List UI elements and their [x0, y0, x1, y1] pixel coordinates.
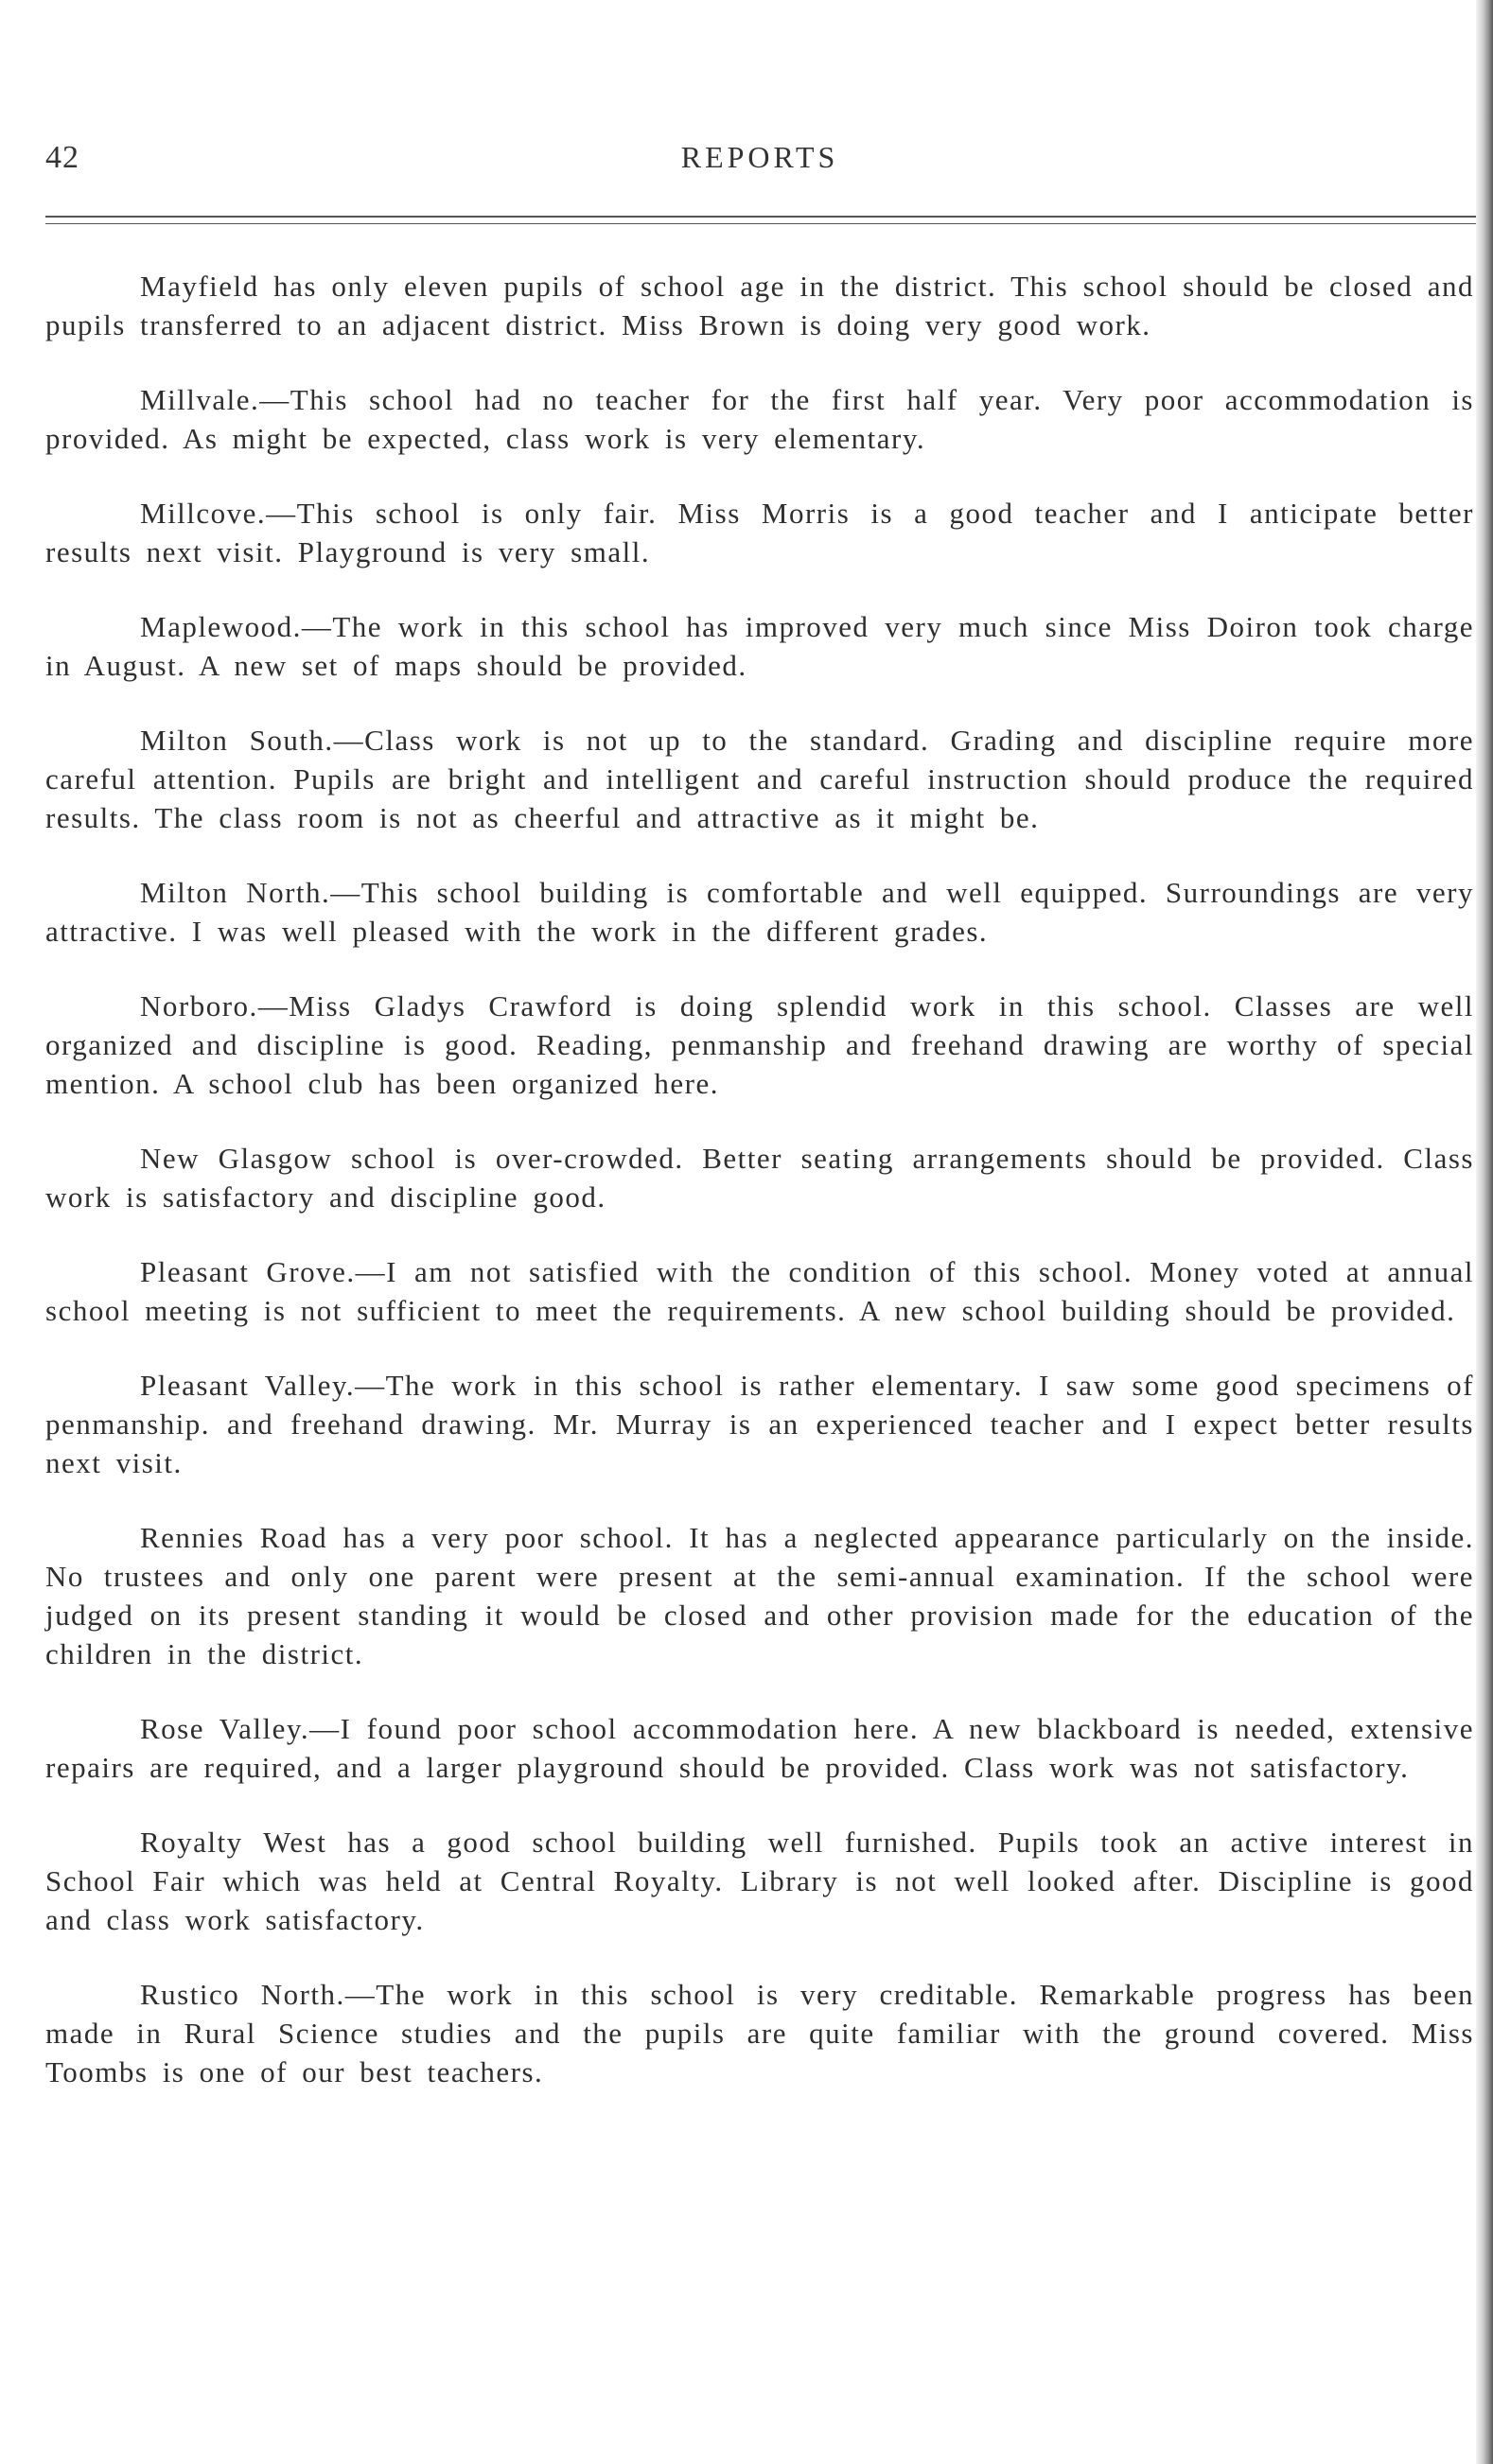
paragraph-maplewood: Maplewood.—The work in this school has improved very much since Miss Doiron took charge in August. A new set of maps should be provided. — [45, 610, 1474, 682]
paragraph-norboro: Norboro.—Miss Gladys Crawford is doing splendid work in this school. Classes are well organized and discipline is good. Reading, penmanship and freehand drawing are worthy of special mention. A school club has been organized here. — [45, 989, 1474, 1100]
paragraph-millcove: Millcove.—This school is only fair. Miss Morris is a good teacher and I anticipate better results next visit. Playground is very small. — [45, 497, 1474, 568]
paragraph-millvale: Millvale.—This school had no teacher for the first half year. Very poor accommodation is provided. As might be expected, class work is very elementary. — [45, 383, 1474, 455]
paragraph-mayfield: Mayfield has only eleven pupils of school age in the district. This school should be closed and pupils transferred to an adjacent district. Miss Brown is doing very good work. — [45, 270, 1474, 341]
paragraph-rustico-north: Rustico North.—The work in this school is very creditable. Remarkable progress has been made in Rural Science studies and the pupils are quite familiar with the ground covered. Miss Toombs is one of our best teachers. — [45, 1978, 1474, 2088]
paragraph-pleasant-grove: Pleasant Grove.—I am not satisfied with the condition of this school. Money voted at annual school meeting is not sufficient to meet the requirements. A new school building should be provided. — [45, 1255, 1474, 1327]
page-header — [45, 140, 1474, 182]
paragraph-royalty-west: Royalty West has a good school building well furnished. Pupils took an active interest in School Fair which was held at Central Royalty. Library is not well looked after. Discipline is good and class work satisfactory. — [45, 1826, 1474, 1936]
paragraph-rennies-road: Rennies Road has a very poor school. It has a neglected appearance particularly on the inside. No trustees and only one parent were present at the semi-annual examination. If the school were judged on its present standing it would be closed and other provision made for the education of the children in the district. — [45, 1521, 1474, 1670]
paragraph-milton-north: Milton North.—This school building is comfortable and well equipped. Surroundings are very attractive. I was well pleased with the work in the different grades. — [45, 876, 1474, 948]
report-body — [45, 267, 1474, 2127]
header-rule — [45, 216, 1476, 218]
header-rule-thin — [45, 223, 1476, 224]
running-title: REPORTS — [680, 140, 839, 174]
paragraph-rose-valley: Rose Valley.—I found poor school accommodation here. A new blackboard is needed, extensive repairs are required, and a larger playground should be provided. Class work was not satisfactory. — [45, 1712, 1474, 1784]
page-number: 42 — [45, 140, 79, 175]
page-edge-shadow — [1476, 0, 1493, 2464]
paragraph-new-glasgow: New Glasgow school is over-crowded. Better seating arrangements should be provided. Class work is satisfactory and discipline good. — [45, 1142, 1474, 1214]
paragraph-milton-south: Milton South.—Class work is not up to the standard. Grading and discipline require more careful attention. Pupils are bright and intelligent and careful instruction should produce the required results. The class room is not as cheerful and attractive as it might be. — [45, 724, 1474, 834]
paragraph-pleasant-valley: Pleasant Valley.—The work in this school is rather elementary. I saw some good specimens of penmanship. and freehand drawing. Mr. Murray is an experienced teacher and I expect better results next visit. — [45, 1369, 1474, 1479]
